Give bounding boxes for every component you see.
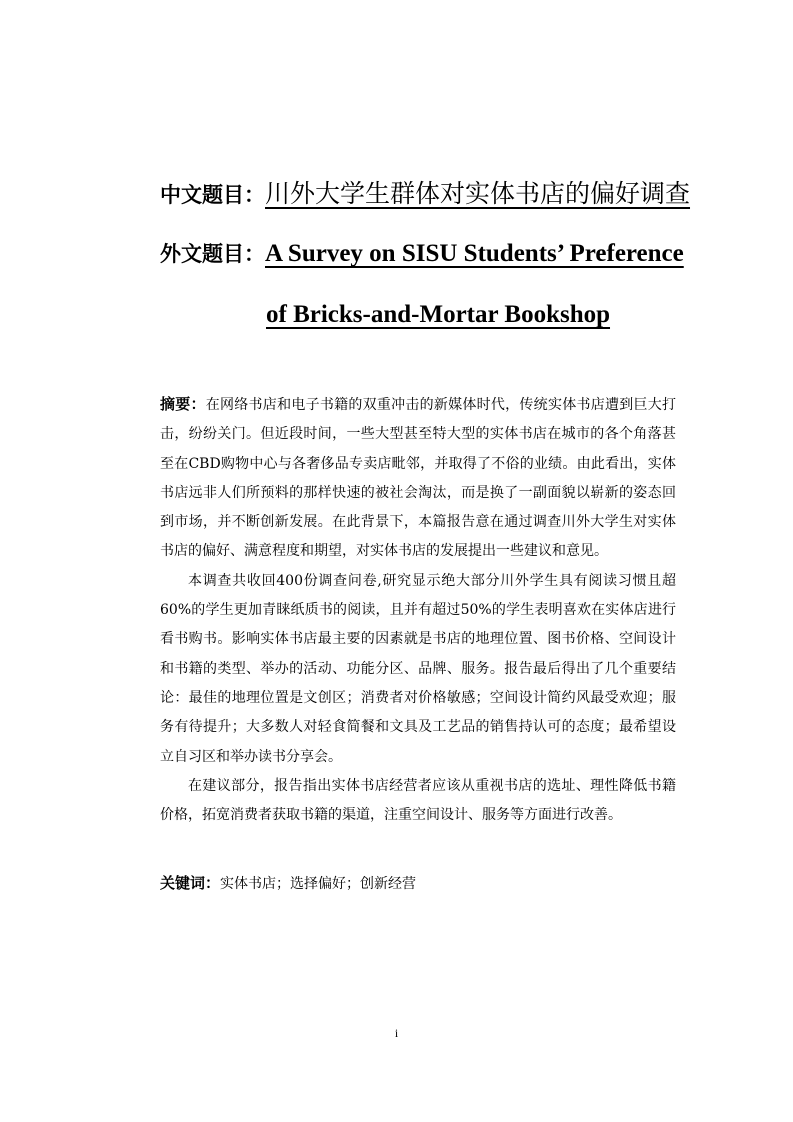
foreign-title-line2: of Bricks-and-Mortar Bookshop [266, 301, 611, 328]
abstract-paragraph-2: 本调查共收回400份调查问卷,研究显示绝大部分川外学生具有阅读习惯且超60%的学生更加青睐纸质书的阅读，且并有超过50%的学生表明喜欢在实体店进行看书购书。影响实体书店最主要的因素就是书店的地理位置、图书价格、空间设计和书籍的类型、举办的活动、功能分区、品牌、服务。报告最后得出了几个重要结论：最佳的地理位置是文创区；消费者对价格敏感；空间设计简约风最受欢迎；服务有待提升；大多数人对轻食简餐和文具及工艺品的销售持认可的态度；最希望设立自习区和举办读书分享会。 [160, 572, 676, 765]
chinese-title-label: 中文题目： [160, 183, 265, 207]
page-number: i [394, 1026, 399, 1040]
keywords-text: 实体书店；选择偏好；创新经营 [220, 876, 417, 892]
abstract [160, 390, 676, 830]
foreign-title-row [160, 238, 684, 268]
abstract-paragraph-1 [160, 390, 676, 567]
abstract-label: 摘要： [160, 395, 206, 413]
keywords [160, 872, 416, 893]
abstract-paragraph-3: 在建议部分，报告指出实体书店经营者应该从重视书店的选址、理性降低书籍价格，拓宽消费者获取书籍的渠道，注重空间设计、服务等方面进行改善。 [160, 777, 676, 824]
keywords-label: 关键词： [160, 874, 221, 892]
abstract-text-1: 在网络书店和电子书籍的双重冲击的新媒体时代，传统实体书店遭到巨大打击，纷纷关门。但近段时间，一些大型甚至特大型的实体书店在城市的各个角落甚至在CBD购物中心与各奢侈品专卖店毗邻，并取得了不俗的业绩。由此看出，实体书店远非人们所预料的那样快速的被社会淘汰，而是换了一副面貌以崭新的姿态回到市场，并不断创新发展。在此背景下，本篇报告意在通过调查川外大学生对实体书店的偏好、满意程度和期望，对实体书店的发展提出一些建议和意见。 [160, 397, 676, 560]
chinese-title: 川外大学生群体对实体书店的偏好调查 [265, 179, 691, 208]
foreign-title-row-2 [266, 301, 610, 329]
foreign-title-line1: A Survey on SISU Students’ Preference [265, 240, 684, 267]
foreign-title-label: 外文题目： [160, 242, 265, 266]
chinese-title-row [160, 174, 690, 210]
